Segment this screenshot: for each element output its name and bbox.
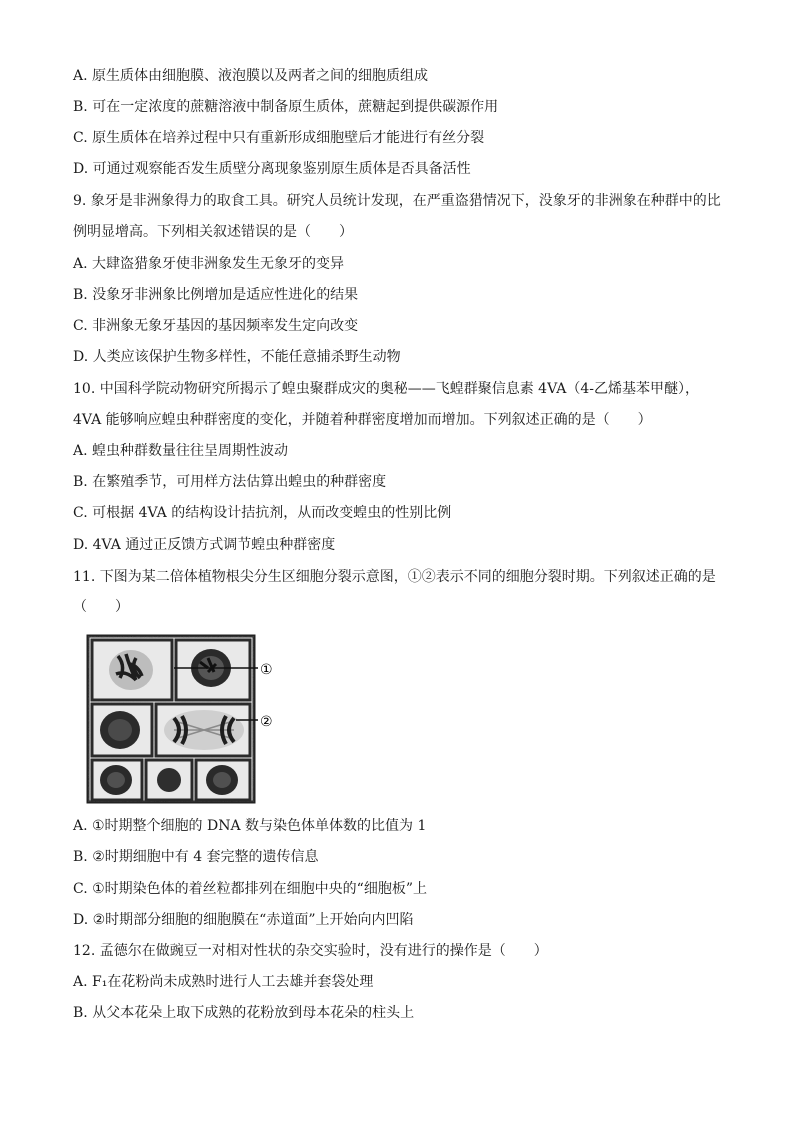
q9-option-c: C. 非洲象无象牙基因的基因频率发生定向改变 [73,318,359,334]
chromosomes-cell-1 [109,650,153,690]
q11-option-b: B. ②时期细胞中有 4 套完整的遗传信息 [73,849,319,865]
q8-option-b: B. 可在一定浓度的蔗糖溶液中制备原生质体，蔗糖起到提供碳源作用 [73,99,499,115]
q9-option-a: A. 大肆盗猎象牙使非洲象发生无象牙的变异 [73,256,345,272]
q10-option-c: C. 可根据 4VA 的结构设计拮抗剂，从而改变蝗虫的性别比例 [73,505,452,521]
q12-option-a: A. F₁在花粉尚未成熟时进行人工去雄并套袋处理 [73,974,374,990]
chromosomes-cell-3 [100,711,140,749]
q11-stem-line2: （ ） [73,599,129,615]
q12-option-b: B. 从父本花朵上取下成熟的花粉放到母本花朵的柱头上 [73,1005,415,1021]
chromosomes-cell-4 [164,710,244,750]
q10-option-b: B. 在繁殖季节，可用样方法估算出蝗虫的种群密度 [73,474,387,490]
q11-stem-line1: 11. 下图为某二倍体植物根尖分生区细胞分裂示意图，①②表示不同的细胞分裂时期。下列叙述正确的是 [73,569,716,585]
q10-option-a: A. 蝗虫种群数量往往呈周期性波动 [73,443,289,459]
q12-stem-line1: 12. 孟德尔在做豌豆一对相对性状的杂交实验时，没有进行的操作是（ ） [73,943,548,959]
q9-stem-line2: 例明显增高。下列相关叙述错误的是（ ） [73,224,353,240]
q9-option-d: D. 人类应该保护生物多样性，不能任意捕杀野生动物 [73,349,401,365]
q10-option-d: D. 4VA 通过正反馈方式调节蝗虫种群密度 [73,537,336,553]
q9-option-b: B. 没象牙非洲象比例增加是适应性进化的结果 [73,287,359,303]
q10-stem-line1: 10. 中国科学院动物研究所揭示了蝗虫聚群成灾的奥秘——飞蝗群聚信息素 4VA（4-乙烯基苯甲醚）， [73,381,699,397]
q11-option-a: A. ①时期整个细胞的 DNA 数与染色体单体数的比值为 1 [73,818,427,834]
figure-label-1: ① [260,662,273,678]
nucleus-cell-6 [157,768,181,792]
cell-division-micrograph [86,634,286,804]
q9-stem-line1: 9. 象牙是非洲象得力的取食工具。研究人员统计发现，在严重盗猎情况下，没象牙的非洲象在种群中的比 [73,193,721,209]
q11-option-d: D. ②时期部分细胞的细胞膜在“赤道面”上开始向内凹陷 [73,912,414,928]
figure-label-2: ② [260,714,273,730]
q8-option-a: A. 原生质体由细胞膜、液泡膜以及两者之间的细胞质组成 [73,68,429,84]
q11-option-c: C. ①时期染色体的着丝粒都排列在细胞中央的“细胞板”上 [73,881,427,897]
q8-option-d: D. 可通过观察能否发生质壁分离现象鉴别原生质体是否具备活性 [73,161,471,177]
q8-option-c: C. 原生质体在培养过程中只有重新形成细胞壁后才能进行有丝分裂 [73,130,485,146]
q10-stem-line2: 4VA 能够响应蝗虫种群密度的变化，并随着种群密度增加而增加。下列叙述正确的是（ ） [73,412,652,428]
